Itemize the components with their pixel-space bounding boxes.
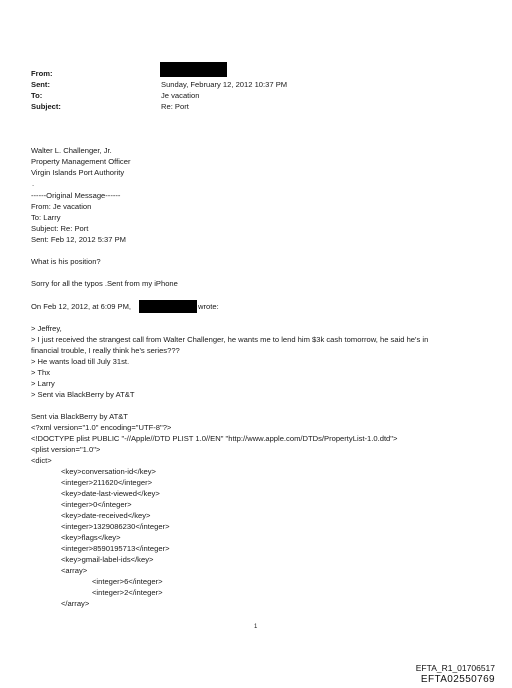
- xml-entry: <key>flags</key>: [61, 533, 121, 542]
- original-sent: Sent: Feb 12, 2012 5:37 PM: [31, 235, 126, 244]
- typos-line: Sorry for all the typos .Sent from my iPhone: [31, 279, 178, 288]
- footer-code-primary: EFTA_R1_01706517: [415, 663, 495, 673]
- xml-dict-open: <dict>: [31, 456, 52, 465]
- xml-entry: <integer>211620</integer>: [61, 478, 153, 487]
- question-line: What is his position?: [31, 257, 101, 266]
- quoted-line: > He wants load till July 31st.: [31, 357, 130, 366]
- quoted-line: > Thx: [31, 368, 51, 377]
- from-label: From:: [31, 69, 53, 78]
- quoted-line: > Larry: [31, 379, 55, 388]
- original-divider: ------Original Message------: [31, 191, 121, 200]
- footer-code-secondary: EFTA02550769: [420, 674, 495, 685]
- quoted-line: > Jeffrey,: [31, 324, 62, 333]
- signature-name: Walter L. Challenger, Jr.: [31, 146, 112, 155]
- wrote-prefix: On Feb 12, 2012, at 6:09 PM,: [31, 302, 132, 311]
- signature-title: Property Management Officer: [31, 157, 131, 166]
- to-value: Je vacation: [161, 91, 200, 100]
- xml-entry: <integer>8590195713</integer>: [61, 544, 170, 553]
- wrote-suffix: wrote:: [198, 302, 219, 311]
- redaction-box: [160, 62, 227, 77]
- original-to: To: Larry: [31, 213, 61, 222]
- subject-value: Re: Port: [161, 102, 189, 111]
- signature-dot: .: [32, 179, 35, 188]
- xml-plist-open: <plist version="1.0">: [31, 445, 101, 454]
- xml-array-item: <integer>2</integer>: [92, 588, 163, 597]
- sent-label: Sent:: [31, 80, 50, 89]
- xml-entry: <key>date-last-viewed</key>: [61, 489, 160, 498]
- xml-declaration: <?xml version="1.0" encoding="UTF-8"?>: [31, 423, 172, 432]
- subject-label: Subject:: [31, 102, 61, 111]
- redaction-box: [139, 300, 197, 313]
- xml-entry: <integer>0</integer>: [61, 500, 132, 509]
- xml-entry: <array>: [61, 566, 88, 575]
- signature-org: Virgin Islands Port Authority: [31, 168, 125, 177]
- quoted-line: > Sent via BlackBerry by AT&T: [31, 390, 135, 399]
- xml-entry: <key>gmail-label-ids</key>: [61, 555, 154, 564]
- original-subject: Subject: Re: Port: [31, 224, 89, 233]
- quoted-line: > I just received the strangest call from Walter Challenger, he wants me to lend him $3k cash tomorrow, he said he's in: [31, 335, 429, 344]
- quoted-line: financial trouble, I really think he's series???: [31, 346, 180, 355]
- sent-value: Sunday, February 12, 2012 10:37 PM: [161, 80, 288, 89]
- original-from: From: Je vacation: [31, 202, 92, 211]
- xml-doctype: <!DOCTYPE plist PUBLIC "-//Apple//DTD PLIST 1.0//EN" "http://www.apple.com/DTDs/PropertyList-1.0.dtd">: [31, 434, 398, 443]
- xml-entry: <key>date-received</key>: [61, 511, 151, 520]
- xml-entry: <key>conversation-id</key>: [61, 467, 156, 476]
- xml-array-item: <integer>6</integer>: [92, 577, 163, 586]
- page-number: 1: [254, 624, 258, 630]
- sent-via-line: Sent via BlackBerry by AT&T: [31, 412, 128, 421]
- xml-array-close: </array>: [61, 599, 90, 608]
- xml-entry: <integer>1329086230</integer>: [61, 522, 170, 531]
- to-label: To:: [31, 91, 43, 100]
